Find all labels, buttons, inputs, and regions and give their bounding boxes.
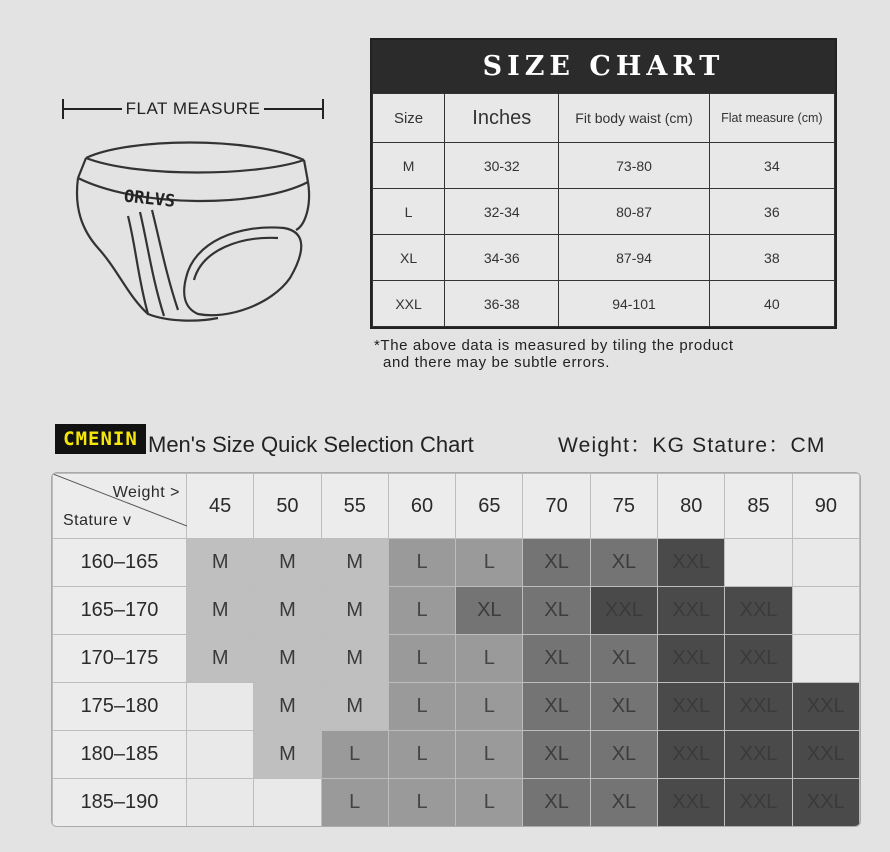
size-recommendation-cell: L	[321, 779, 388, 827]
size-recommendation-cell: L	[388, 683, 455, 731]
size-recommendation-cell: XXL	[658, 779, 725, 827]
size-recommendation-cell: XL	[523, 779, 590, 827]
size-recommendation-cell: XXL	[658, 587, 725, 635]
waist-cell: 87-94	[559, 235, 709, 281]
flat-cell: 38	[709, 235, 834, 281]
flat-cell: 34	[709, 143, 834, 189]
stature-row	[53, 635, 860, 683]
size-recommendation-cell: L	[388, 779, 455, 827]
size-chart-title: SIZE CHART	[372, 40, 835, 93]
size-recommendation-cell: M	[254, 539, 321, 587]
size-recommendation-cell: XXL	[725, 635, 792, 683]
size-recommendation-cell: XXL	[725, 779, 792, 827]
note-line: *The above data is measured by tiling the product	[374, 337, 734, 354]
stature-cell: 160–165	[53, 539, 187, 587]
measure-line-right	[264, 108, 322, 110]
size-recommendation-cell: XL	[456, 587, 523, 635]
size-chart-row	[373, 143, 835, 189]
size-recommendation-cell: M	[254, 587, 321, 635]
size-recommendation-cell	[254, 779, 321, 827]
size-recommendation-cell	[792, 635, 859, 683]
size-recommendation-cell: XL	[523, 587, 590, 635]
weight-header-cell: 75	[590, 474, 657, 539]
stature-row	[53, 539, 860, 587]
measure-right-cap	[322, 99, 324, 119]
size-recommendation-cell: XXL	[725, 587, 792, 635]
weight-header-cell: 80	[658, 474, 725, 539]
size-recommendation-cell: L	[456, 539, 523, 587]
waist-cell: 73-80	[559, 143, 709, 189]
units-label: Weight：KG Stature：CM	[558, 434, 826, 457]
weight-header-cell: 65	[456, 474, 523, 539]
quick-selection-title: Men's Size Quick Selection Chart	[148, 432, 474, 457]
stature-cell: 170–175	[53, 635, 187, 683]
size-recommendation-cell: XXL	[792, 779, 859, 827]
size-chart-table	[372, 93, 835, 327]
size-recommendation-cell: XXL	[590, 587, 657, 635]
size-recommendation-cell: L	[321, 731, 388, 779]
size-recommendation-cell: XL	[590, 635, 657, 683]
stature-cell: 165–170	[53, 587, 187, 635]
waist-cell: 80-87	[559, 189, 709, 235]
stature-cell: 175–180	[53, 683, 187, 731]
size-recommendation-cell: L	[388, 635, 455, 683]
product-logo-text: ORLVS	[122, 186, 176, 212]
size-recommendation-cell	[187, 731, 254, 779]
flat-cell: 40	[709, 281, 834, 327]
flat-measure-indicator	[62, 96, 324, 122]
measurement-note	[374, 337, 844, 371]
stature-row	[53, 683, 860, 731]
stature-row	[53, 587, 860, 635]
quick-selection-grid	[51, 472, 861, 827]
size-recommendation-cell: L	[388, 587, 455, 635]
size-recommendation-cell: XL	[590, 539, 657, 587]
weight-header-cell: 45	[187, 474, 254, 539]
size-recommendation-cell: M	[187, 587, 254, 635]
size-recommendation-cell: L	[456, 683, 523, 731]
weight-header-cell: 85	[725, 474, 792, 539]
inches-cell: 34-36	[445, 235, 559, 281]
size-recommendation-cell: XXL	[658, 683, 725, 731]
weight-header-cell: 70	[523, 474, 590, 539]
stature-row	[53, 731, 860, 779]
size-recommendation-cell	[187, 683, 254, 731]
waist-cell: 94-101	[559, 281, 709, 327]
size-recommendation-cell: XL	[523, 683, 590, 731]
size-recommendation-cell: M	[321, 587, 388, 635]
size-recommendation-cell: L	[456, 731, 523, 779]
size-recommendation-cell	[792, 587, 859, 635]
weight-header-cell: 55	[321, 474, 388, 539]
note-line: and there may be subtle errors.	[383, 354, 611, 371]
size-recommendation-cell: M	[187, 539, 254, 587]
weight-header-cell: 60	[388, 474, 455, 539]
size-recommendation-cell: M	[254, 683, 321, 731]
size-recommendation-cell: XXL	[725, 731, 792, 779]
corner-stature-label: Stature v	[63, 512, 132, 529]
flat-cell: 36	[709, 189, 834, 235]
inches-cell: 32-34	[445, 189, 559, 235]
size-chart-header: Inches	[445, 94, 559, 143]
size-recommendation-cell: XL	[523, 731, 590, 779]
size-cell: XL	[373, 235, 445, 281]
brand-badge: CMENIN	[55, 424, 146, 454]
weight-header-cell: 90	[792, 474, 859, 539]
size-recommendation-cell: XL	[523, 539, 590, 587]
size-recommendation-cell: M	[254, 731, 321, 779]
size-cell: XXL	[373, 281, 445, 327]
weight-header-cell: 50	[254, 474, 321, 539]
size-recommendation-cell: XL	[590, 731, 657, 779]
size-recommendation-cell: L	[456, 779, 523, 827]
size-recommendation-cell	[792, 539, 859, 587]
size-chart-header-row	[373, 94, 835, 143]
size-recommendation-cell: XXL	[658, 539, 725, 587]
size-recommendation-cell: XL	[590, 683, 657, 731]
size-recommendation-cell: M	[321, 683, 388, 731]
size-recommendation-cell: XXL	[792, 683, 859, 731]
size-chart-header: Size	[373, 94, 445, 143]
size-chart-row	[373, 281, 835, 327]
size-recommendation-cell: XL	[523, 635, 590, 683]
size-recommendation-cell: M	[321, 539, 388, 587]
inches-cell: 30-32	[445, 143, 559, 189]
inches-cell: 36-38	[445, 281, 559, 327]
size-recommendation-cell: XXL	[658, 635, 725, 683]
size-chart-row	[373, 189, 835, 235]
size-recommendation-cell: L	[388, 731, 455, 779]
size-recommendation-cell: M	[254, 635, 321, 683]
size-recommendation-cell	[187, 779, 254, 827]
corner-weight-label: Weight >	[112, 484, 180, 501]
briefs-illustration	[68, 138, 316, 324]
size-recommendation-cell: XXL	[725, 683, 792, 731]
size-recommendation-cell: XXL	[792, 731, 859, 779]
corner-cell	[53, 474, 187, 539]
stature-cell: 180–185	[53, 731, 187, 779]
size-recommendation-cell: L	[388, 539, 455, 587]
size-recommendation-cell: XXL	[658, 731, 725, 779]
size-chart-row	[373, 235, 835, 281]
size-recommendation-cell	[725, 539, 792, 587]
stature-cell: 185–190	[53, 779, 187, 827]
flat-measure-label: FLAT MEASURE	[125, 99, 261, 118]
size-cell: M	[373, 143, 445, 189]
size-cell: L	[373, 189, 445, 235]
size-chart-header: Flat measure (cm)	[709, 94, 834, 143]
size-recommendation-cell: XL	[590, 779, 657, 827]
size-recommendation-cell: M	[321, 635, 388, 683]
measure-line-left	[64, 108, 122, 110]
size-chart	[370, 38, 837, 329]
size-chart-header: Fit body waist (cm)	[559, 94, 709, 143]
size-recommendation-cell: L	[456, 635, 523, 683]
weight-header-row	[53, 474, 860, 539]
size-recommendation-cell: M	[187, 635, 254, 683]
stature-row	[53, 779, 860, 827]
